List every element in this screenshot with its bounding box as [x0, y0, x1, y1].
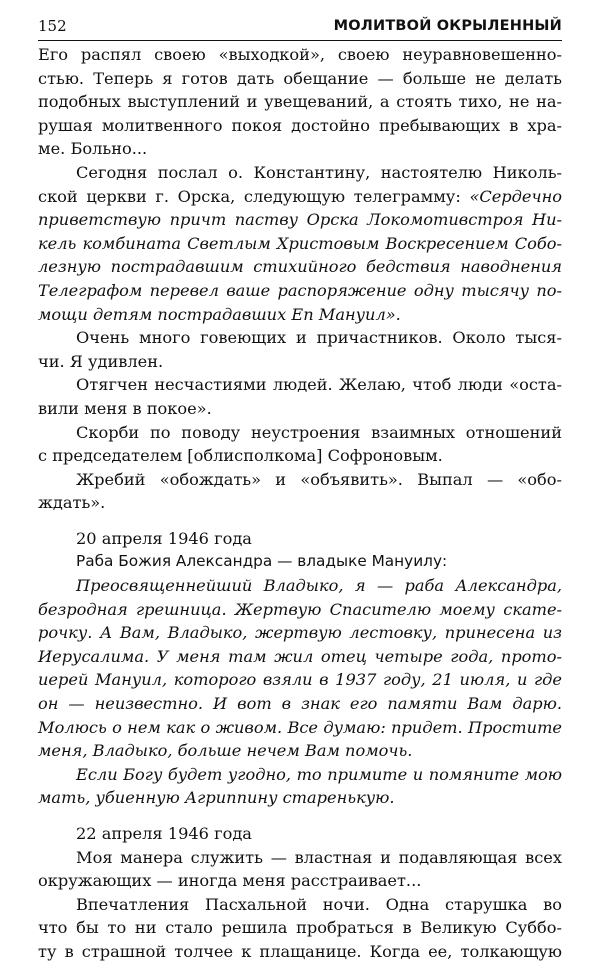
text-line: кель комбината Светлым Христовым Воскресением Собо- [38, 233, 562, 253]
text-line: Молюсь о нем как о живом. Все думаю: придет. Простите [38, 717, 562, 737]
text-line: окружающих — иногда меня расстраивает... [38, 871, 422, 891]
text-line: Моя манера служить — властная и подавляющая всех [76, 847, 562, 867]
entry-subtitle: Раба Божия Александра — владыке Мануилу: [76, 552, 448, 571]
paragraph-letter [38, 763, 562, 810]
text-fragment-italic: «Сердечно [469, 186, 562, 206]
text-line: Иерусалима. У меня там жил отец четыре года, прото- [38, 646, 562, 666]
text-line: иерей Мануил, которого взяли в 1937 году, 21 июля, и где [38, 670, 562, 690]
paragraph [38, 326, 562, 373]
text-line: что бы то ни стало решила пробраться в Великую Суббо- [38, 918, 562, 938]
page-header [38, 16, 562, 41]
body-text [38, 43, 562, 964]
text-line: мать, убиенную Агриппину старенькую. [38, 788, 395, 808]
text-line: с председателем [облисполкома] Софроновым. [38, 446, 443, 466]
paragraph [38, 373, 562, 420]
text-line: Его распял своею «выходкой», своею неуравновешенно- [38, 45, 562, 64]
text-line: чи. Я удивлен. [38, 351, 164, 371]
paragraph-letter [38, 574, 562, 763]
text-fragment: ской церкви г. Орска, следующую телеграмму: [38, 186, 470, 206]
text-line [38, 185, 562, 209]
book-page [38, 16, 562, 964]
text-line: стью. Теперь я готов дать обещание — больше не делать [38, 68, 562, 88]
text-line: он — неизвестно. И вот в знак его памяти Вам дарю. [38, 694, 562, 714]
text-line: Впечатления Пасхальной ночи. Одна старушка во [76, 894, 562, 914]
text-line: мощи детям пострадавших Еп Мануил». [38, 304, 401, 324]
text-line: Скорби по поводу неустроения взаимных отношений [76, 422, 562, 442]
text-line: подобных выступлений и увещеваний, а стоять тихо, не на- [38, 92, 562, 112]
text-line: Преосвященнейший Владыко, я — раба Александра, [76, 576, 562, 596]
text-line: ту в страшной толчее к плащанице. Когда ее, толкающую [38, 941, 562, 961]
text-line: вили меня в покое». [38, 398, 212, 418]
text-line: ждать». [38, 493, 106, 513]
text-line: ме. Больно... [38, 139, 148, 159]
text-line: Отягчен несчастиями людей. Желаю, чтоб люди «оста- [76, 375, 562, 395]
text-line: меня, Владыко, больше нечем Вам помочь. [38, 741, 413, 761]
text-line [38, 161, 562, 185]
paragraph [38, 846, 562, 893]
entry-date: 20 апреля 1946 года [76, 528, 252, 548]
page-number: 152 [38, 17, 67, 35]
text-line: лезную пострадавшим стихийного бедствия наводнения [38, 257, 562, 277]
text-line: рочку. А Вам, Владыко, жертвую лестовку, принесена из [38, 623, 562, 643]
text-line: приветствую причт паству Орска Локомотивстроя Ни- [38, 210, 562, 230]
paragraph [38, 468, 562, 515]
text-line: Если Богу будет угодно, то примите и помяните мою [76, 764, 562, 784]
text-line: рушая молитвенного покоя достойно пребывающих в хра- [38, 115, 562, 135]
paragraph [38, 43, 562, 161]
text-line: Жребий «обождать» и «объявить». Выпал — «обо- [76, 469, 562, 489]
text-line: Очень много говеющих и причастников. Около тыся- [76, 328, 562, 348]
text-line: Телеграфом перевел ваше распоряжение одну тысячу по- [38, 280, 562, 300]
running-title: МОЛИТВОЙ ОКРЫЛЕННЫЙ [333, 18, 562, 34]
text-line: безродная грешница. Жертвую Спасителю моему скате- [38, 599, 562, 619]
paragraph-telegram [38, 161, 562, 326]
entry-date: 22 апреля 1946 года [76, 824, 252, 843]
text-fragment: Сегодня послал о. Константину, настоятелю Николь- [76, 162, 562, 182]
paragraph [38, 421, 562, 468]
paragraph [38, 893, 562, 964]
